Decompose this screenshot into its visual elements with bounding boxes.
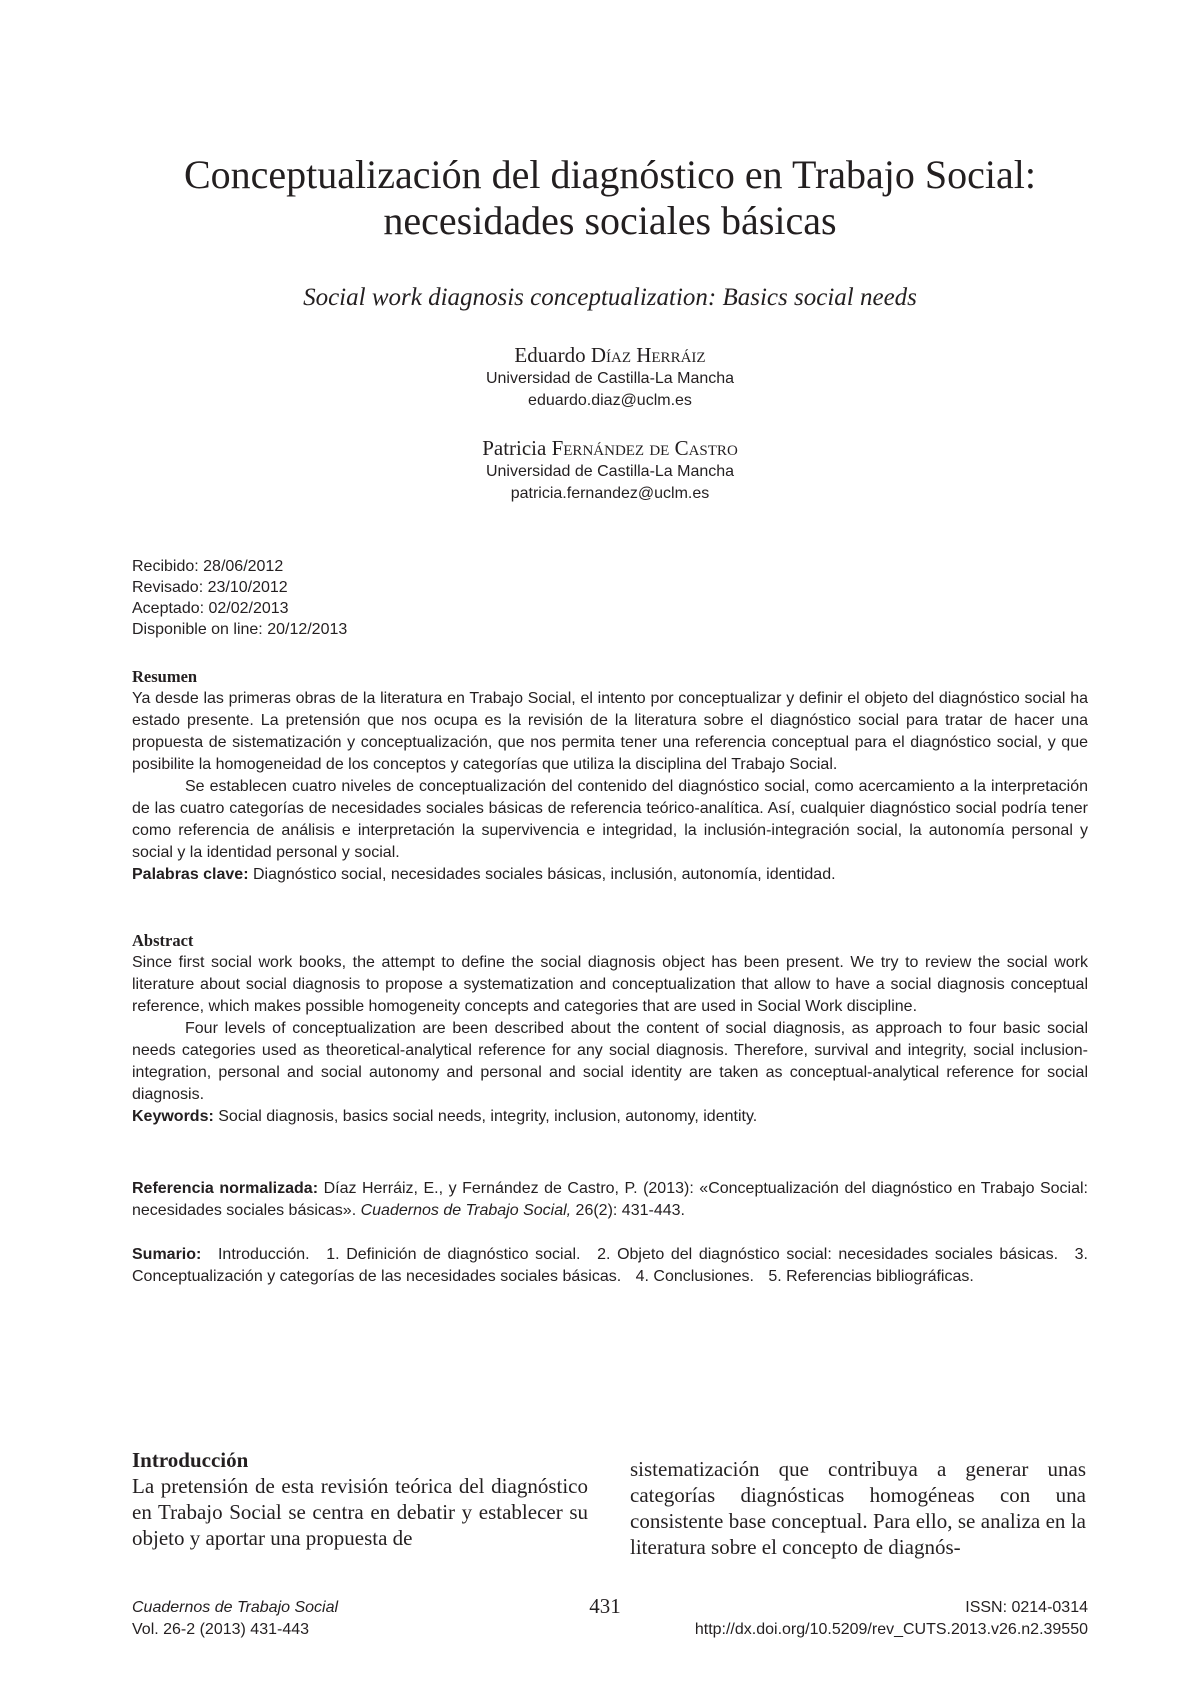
keywords-text: Diagnóstico social, necesidades sociales básicas, inclusión, autonomía, identidad. [252, 866, 836, 883]
footer-journal-name: Cuadernos de Trabajo Social [132, 1599, 339, 1616]
resumen-paragraph-2: Se establecen cuatro niveles de conceptualización del contenido del diagnóstico social, como acercamiento a la interpretación de las cuatro categorías de necesidades sociales básicas de referencia teórico-analítica. Así, cualquier diagnóstico social podría tener como referencia de análisis e interpretación la supervivencia e integridad, la inclusión-integración social, la autonomía personal y social y la identidad personal y social. [132, 778, 1088, 861]
normalized-reference [132, 1178, 1088, 1222]
reference-journal: Cuadernos de Trabajo Social, [360, 1202, 572, 1219]
intro-text-left: La pretensión de esta revisión teórica del diagnóstico en Trabajo Social se centra en debatir y establecer su objeto y aportar una propuesta de [132, 1474, 588, 1550]
publication-dates [132, 556, 347, 640]
author-affiliation: Universidad de Castilla-La Mancha [485, 370, 735, 387]
intro-column-left [132, 1447, 588, 1551]
intro-text-right: sistematización que contribuya a generar unas categorías diagnósticas homogéneas con una consistente base conceptual. Para ello, se analiza en la literatura sobre el concepto de diagnós- [630, 1457, 1086, 1559]
article-title-line-1: Conceptualización del diagnóstico en Trabajo Social: [183, 152, 1037, 197]
author-surname: Díaz Herráiz [590, 343, 706, 367]
abstract-section [132, 930, 1088, 1128]
resumen-section [132, 666, 1088, 886]
summary-label: Sumario: [132, 1246, 202, 1263]
date-online: Disponible on line: 20/12/2013 [132, 621, 348, 638]
keywords-label: Palabras clave: [132, 866, 249, 883]
author-email[interactable]: eduardo.diaz@uclm.es [528, 392, 692, 409]
summary-item: 3. Conceptualización y categorías de las necesidades sociales básicas. [132, 1246, 1088, 1285]
author-name [120, 435, 1100, 461]
intro-column-right [630, 1456, 1086, 1560]
reference-pages: 26(2): 431-443. [575, 1202, 685, 1219]
article-title [120, 152, 1100, 244]
author-email[interactable]: patricia.fernandez@uclm.es [510, 485, 710, 502]
footer-doi-link[interactable]: http://dx.doi.org/10.5209/rev_CUTS.2013.v26.n2.39550 [694, 1621, 1088, 1638]
summary-item: 4. Conclusiones. [635, 1268, 754, 1285]
summary-item: Introducción. [217, 1246, 310, 1263]
article-subtitle: Social work diagnosis conceptualization: Basics social needs [303, 284, 917, 311]
date-revised: Revisado: 23/10/2012 [132, 579, 288, 596]
abstract-paragraph-1: Since first social work books, the attempt to define the social diagnosis object has been present. We try to review the social work literature about social diagnosis to propose a systematization and conceptualization that allow to have a social diagnosis conceptual reference, which makes possible homogeneity concepts and categories that are used in Social Work discipline. [132, 954, 1088, 1015]
author-block-1 [120, 342, 1100, 412]
date-accepted: Aceptado: 02/02/2013 [132, 600, 289, 617]
author-first-name: Patricia [482, 436, 547, 460]
footer-issn: ISSN: 0214-0314 [965, 1599, 1088, 1616]
reference-label: Referencia normalizada: [132, 1180, 319, 1197]
abstract-paragraph-2: Four levels of conceptualization are been described about the content of social diagnosis, as approach to four basic social needs categories used as theoretical-analytical reference for any social diagnosis. Therefore, survival and integrity, social inclusion-integration, personal and social autonomy and personal and social identity are taken as conceptual-analytical reference for social diagnosis. [132, 1020, 1088, 1103]
summary-item: 5. Referencias bibliográficas. [768, 1268, 974, 1285]
summary-section [132, 1244, 1088, 1288]
author-first-name: Eduardo [514, 343, 586, 367]
reference-text: Díaz Herráiz, E., y Fernández de Castro, P. (2013): «Conceptualización del diagnóstico en Trabajo Social: necesidades sociales básicas». [132, 1180, 1089, 1219]
abstract-heading: Abstract [132, 931, 194, 950]
abstract-keywords [132, 1106, 1088, 1128]
author-surname: Fernández de Castro [551, 436, 738, 460]
keywords-label: Keywords: [132, 1108, 214, 1125]
summary-item: 1. Definición de diagnóstico social. [326, 1246, 581, 1263]
author-block-2 [120, 435, 1100, 505]
resumen-keywords [132, 864, 1088, 886]
resumen-paragraph-1: Ya desde las primeras obras de la literatura en Trabajo Social, el intento por conceptualizar y definir el objeto del diagnóstico social ha estado presente. La pretensión que nos ocupa es la revisión de la literatura sobre el diagnóstico social para tratar de hacer una propuesta de sistematización y conceptualización, que nos permita tener una referencia conceptual para el diagnóstico social, y que posibilite la homogeneidad de los conceptos y categorías que utiliza la disciplina del Trabajo Social. [132, 690, 1088, 773]
keywords-text: Social diagnosis, basics social needs, integrity, inclusion, autonomy, identity. [218, 1108, 758, 1125]
date-received: Recibido: 28/06/2012 [132, 558, 284, 575]
page-number: 431 [589, 1594, 621, 1618]
author-name [120, 342, 1100, 368]
summary-item: 2. Objeto del diagnóstico social: necesidades sociales básicas. [597, 1246, 1059, 1263]
author-affiliation: Universidad de Castilla-La Mancha [485, 463, 735, 480]
article-title-line-2: necesidades sociales básicas [383, 198, 837, 243]
intro-heading: Introducción [132, 1448, 249, 1472]
resumen-heading: Resumen [132, 667, 198, 686]
footer-volume: Vol. 26-2 (2013) 431-443 [132, 1621, 310, 1638]
